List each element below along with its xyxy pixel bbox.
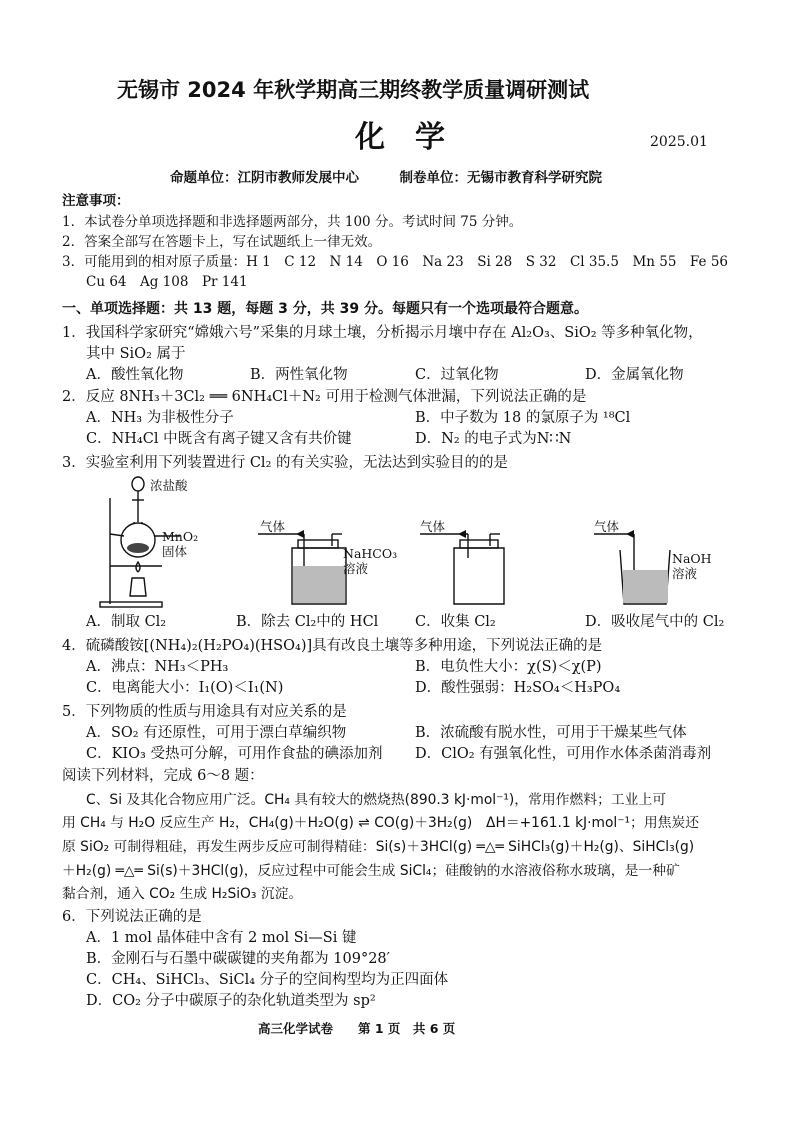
q1-option-d: D．金属氧化物: [585, 367, 684, 383]
q3-option-d: D．吸收尾气中的 Cl₂: [585, 614, 725, 630]
note-item: 2．答案全部写在答题卡上，写在试题纸上一律无效。: [62, 234, 382, 250]
label-conc-hcl: 浓盐酸: [150, 478, 188, 493]
q3-option-a: A．制取 Cl₂: [86, 614, 167, 630]
q4-stem: 4．硫磷酸铵[(NH₄)₂(H₂PO₄)(HSO₄)]具有改良土壤等多种用途，下列说法正确的是: [62, 638, 603, 654]
q5-option-b: B．浓硫酸有脱水性，可用于干燥某些气体: [415, 725, 687, 741]
passage-line: ＋H₂(g) ═△═ Si(s)＋3HCl(g)，反应过程中可能会生成 SiCl₄；硅酸钠的水溶液俗称水玻璃，是一种矿: [62, 863, 680, 879]
note-item: 3．可能用到的相对原子质量：H 1 C 12 N 14 O 16 Na 23 Si 28 S 32 Cl 35.5 Mn 55 Fe 56: [62, 254, 729, 270]
q1-option-c: C．过氧化物: [415, 367, 499, 383]
q4-option-d: D．酸性强弱：H₂SO₄＜H₃PO₄: [415, 680, 621, 696]
passage-line: 用 CH₄ 与 H₂O 反应生产 H₂，CH₄(g)＋H₂O(g) ⇌ CO(g)＋3H₂(g) ΔH＝+161.1 kJ·mol⁻¹；用焦炭还: [62, 815, 700, 831]
exam-date: 2025.01: [650, 134, 708, 150]
q2-option-a: A．NH₃ 为非极性分子: [86, 410, 234, 426]
label-solid: 固体: [162, 544, 188, 559]
label-nahco3: NaHCO₃: [343, 546, 398, 561]
q6-option-d: D．CO₂ 分子中碳原子的杂化轨道类型为 sp²: [86, 993, 376, 1009]
label-naoh: NaOH: [672, 551, 712, 566]
label-gas-d: 气体: [594, 519, 620, 534]
note-item: Cu 64 Ag 108 Pr 141: [86, 274, 248, 290]
q4-option-b: B．电负性大小：χ(S)＜χ(P): [415, 659, 602, 675]
q6-option-b: B．金刚石与石墨中碳碳键的夹角都为 109°28′: [86, 951, 390, 967]
q1-option-a: A．酸性氧化物: [86, 367, 184, 383]
notes-heading: 注意事项：: [62, 193, 130, 209]
q1-option-b: B．两性氧化物: [250, 367, 348, 383]
q6-option-a: A．1 mol 晶体硅中含有 2 mol Si—Si 键: [86, 930, 357, 946]
exam-title: 无锡市 2024 年秋学期高三期终教学质量调研测试: [117, 78, 590, 102]
note-item: 1．本试卷分单项选择题和非选择题两部分，共 100 分。考试时间 75 分钟。: [62, 214, 523, 230]
q2-option-c: C．NH₄Cl 中既含有离子键又含有共价键: [86, 431, 352, 447]
passage-line: C、Si 及其化合物应用广泛。CH₄ 具有较大的燃烧热(890.3 kJ·mol⁻¹)，常用作燃料；工业上可: [86, 792, 667, 808]
label-gas-c: 气体: [420, 519, 446, 534]
q6-stem: 6．下列说法正确的是: [62, 909, 202, 925]
q2-option-d: D．N₂ 的电子式为N∷N: [415, 431, 572, 447]
q1-stem-cont: 其中 SiO₂ 属于: [86, 346, 186, 362]
page-footer: 高三化学试卷 第 1 页 共 6 页: [258, 1021, 456, 1036]
label-mno2: MnO₂: [162, 529, 199, 544]
label-solution-d: 溶液: [672, 566, 698, 581]
q4-option-c: C．电离能大小：I₁(O)＜I₁(N): [86, 680, 284, 696]
q6-option-c: C．CH₄、SiHCl₃、SiCl₄ 分子的空间构型均为正四面体: [86, 972, 449, 988]
q1-stem: 1．我国科学家研究“嫦娥六号”采集的月球土壤，分析揭示月壤中存在 Al₂O₃、SiO₂ 等多种氧化物，: [62, 325, 703, 341]
q5-stem: 5．下列物质的性质与用途具有对应关系的是: [62, 704, 347, 720]
label-gas-b: 气体: [260, 519, 286, 534]
q3-option-c: C．收集 Cl₂: [415, 614, 496, 630]
passage-line: 黏合剂，通入 CO₂ 生成 H₂SiO₃ 沉淀。: [62, 886, 303, 902]
subject-title: 化学: [355, 120, 475, 155]
q5-option-c: C．KIO₃ 受热可分解，可用作食盐的碘添加剂: [86, 746, 383, 762]
exam-units: 命题单位：江阴市教师发展中心 制卷单位：无锡市教育科学研究院: [170, 170, 602, 186]
q5-option-a: A．SO₂ 有还原性，可用于漂白草编织物: [86, 725, 347, 741]
q2-option-b: B．中子数为 18 的氯原子为 ¹⁸Cl: [415, 410, 631, 426]
passage-line: 原 SiO₂ 可制得粗硅，再发生两步反应可制得精硅：Si(s)＋3HCl(g) ═△═ SiHCl₃(g)＋H₂(g)、SiHCl₃(g): [62, 839, 695, 855]
q3-stem: 3．实验室利用下列装置进行 Cl₂ 的有关实验，无法达到实验目的的是: [62, 455, 508, 471]
section-heading: 一、单项选择题：共 13 题，每题 3 分，共 39 分。每题只有一个选项最符合题意。: [62, 301, 588, 317]
q4-option-a: A．沸点：NH₃＜PH₃: [86, 659, 229, 675]
q2-stem: 2．反应 8NH₃＋3Cl₂ ══ 6NH₄Cl＋N₂ 可用于检测气体泄漏，下列说法正确的是: [62, 389, 587, 405]
q3-option-b: B．除去 Cl₂中的 HCl: [236, 614, 379, 630]
gas-collecting-bottle: [420, 528, 520, 608]
passage-intro: 阅读下列材料，完成 6～8 题：: [62, 768, 264, 784]
q5-option-d: D．ClO₂ 有强氧化性，可用作水体杀菌消毒剂: [415, 746, 712, 762]
label-solution-b: 溶液: [343, 561, 369, 576]
